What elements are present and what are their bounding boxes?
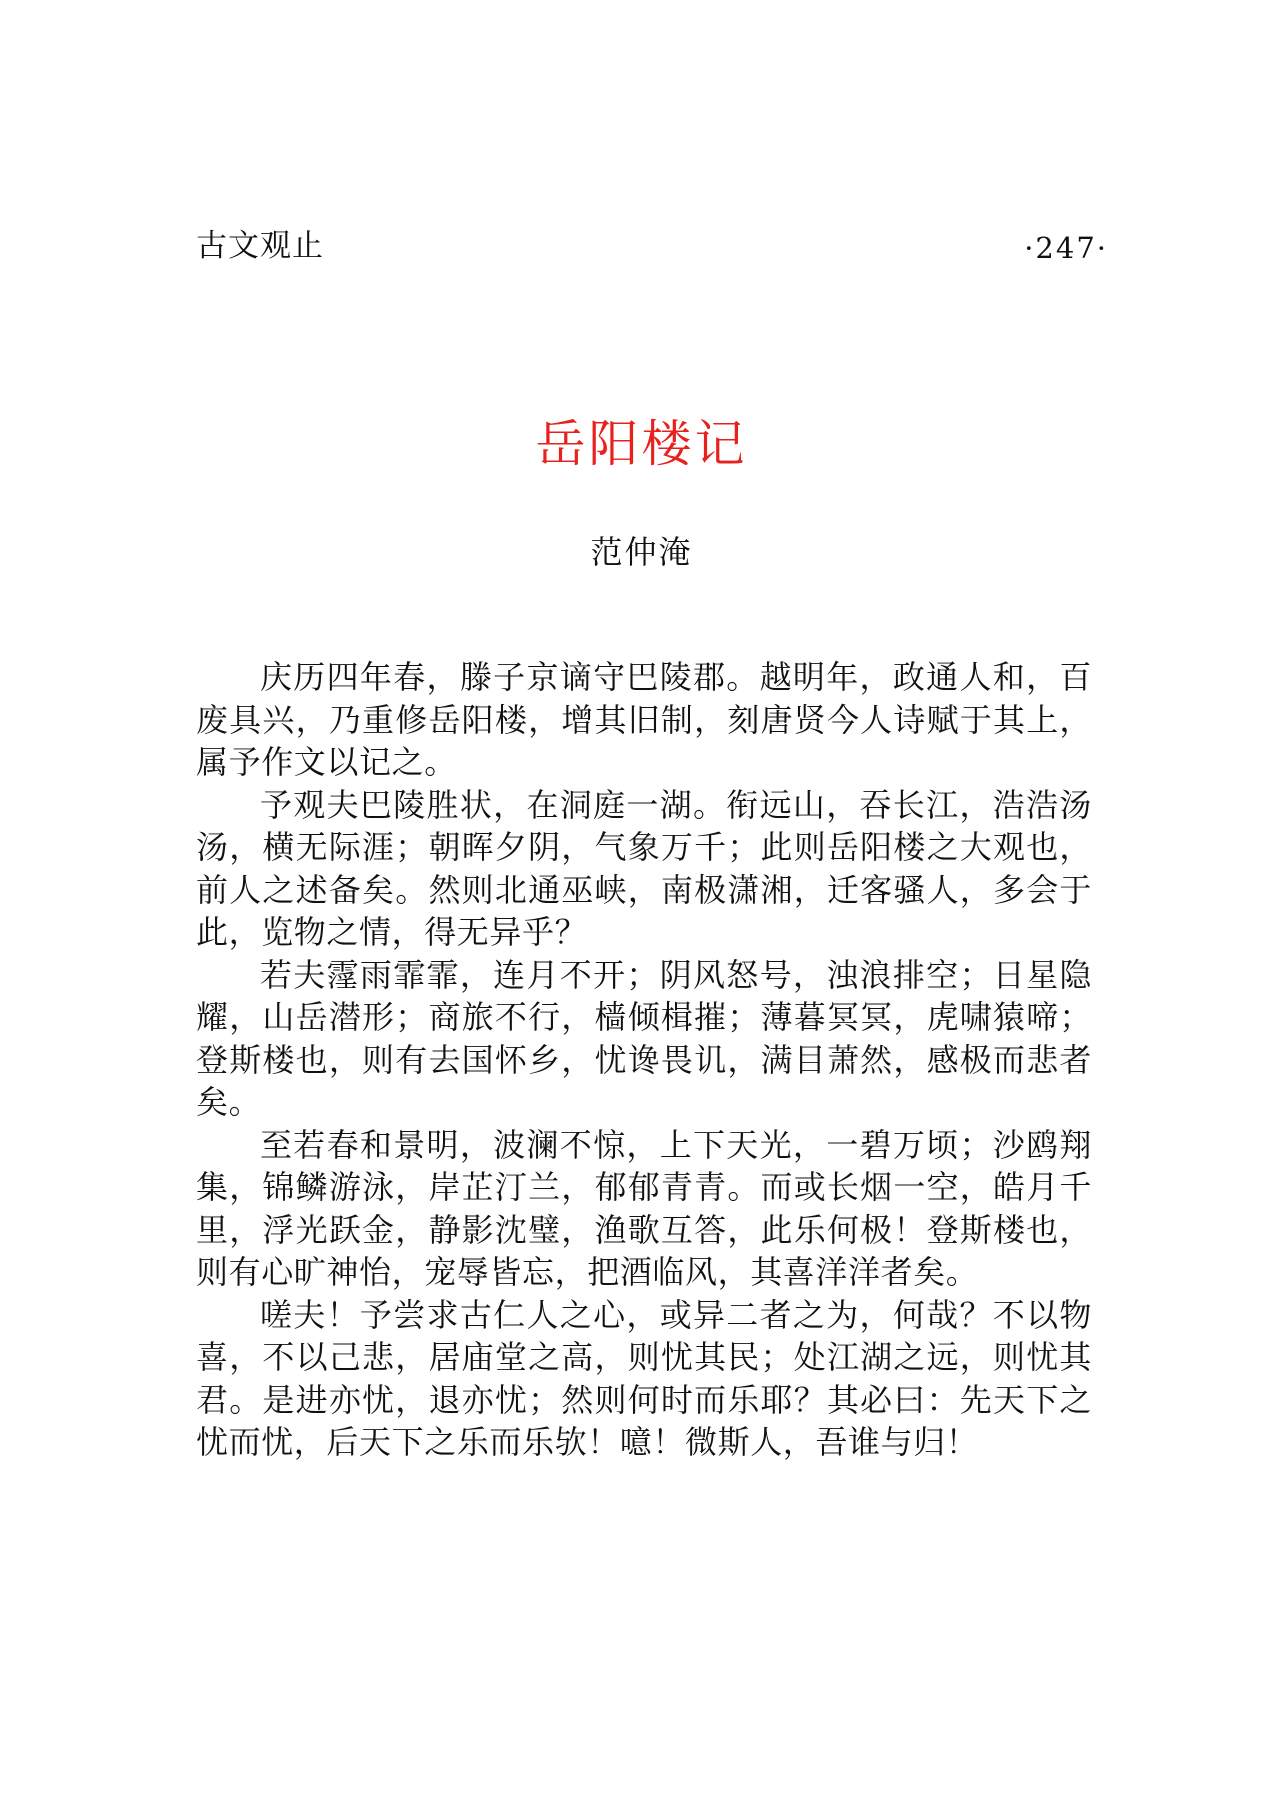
paragraph: 嗟夫！予尝求古仁人之心，或异二者之为，何哉？不以物喜，不以己悲，居庙堂之高，则忧其民；处江湖之远，则忧其君。是进亦忧，退亦忧；然则何时而乐耶？其必曰：先天下之忧而忧，后天下之乐而乐欤！噫！微斯人，吾谁与归！ [196, 1295, 1092, 1461]
paragraph: 予观夫巴陵胜状，在洞庭一湖。衔远山，吞长江，浩浩汤汤，横无际涯；朝晖夕阴，气象万千；此则岳阳楼之大观也，前人之述备矣。然则北通巫峡，南极潇湘，迁客骚人，多会于此，览物之情，得无异乎？ [196, 785, 1092, 951]
article-author: 范仲淹 [590, 533, 693, 571]
page-number: ·247· [1024, 231, 1108, 265]
article-title: 岳阳楼记 [535, 415, 748, 473]
paragraph: 至若春和景明，波澜不惊，上下天光，一碧万顷；沙鸥翔集，锦鳞游泳，岸芷汀兰，郁郁青青。而或长烟一空，皓月千里，浮光跃金，静影沈璧，渔歌互答，此乐何极！登斯楼也，则有心旷神怡，宠辱皆忘，把酒临风，其喜洋洋者矣。 [196, 1125, 1092, 1291]
article-body [196, 656, 1092, 1464]
paragraph: 若夫霪雨霏霏，连月不开；阴风怒号，浊浪排空；日星隐耀，山岳潜形；商旅不行，樯倾楫摧；薄暮冥冥，虎啸猿啼；登斯楼也，则有去国怀乡，忧谗畏讥，满目萧然，感极而悲者矣。 [196, 955, 1092, 1121]
running-head-book-title: 古文观止 [196, 228, 324, 264]
paragraph: 庆历四年春，滕子京谪守巴陵郡。越明年，政通人和，百废具兴，乃重修岳阳楼，增其旧制，刻唐贤今人诗赋于其上，属予作文以记之。 [196, 658, 1092, 781]
